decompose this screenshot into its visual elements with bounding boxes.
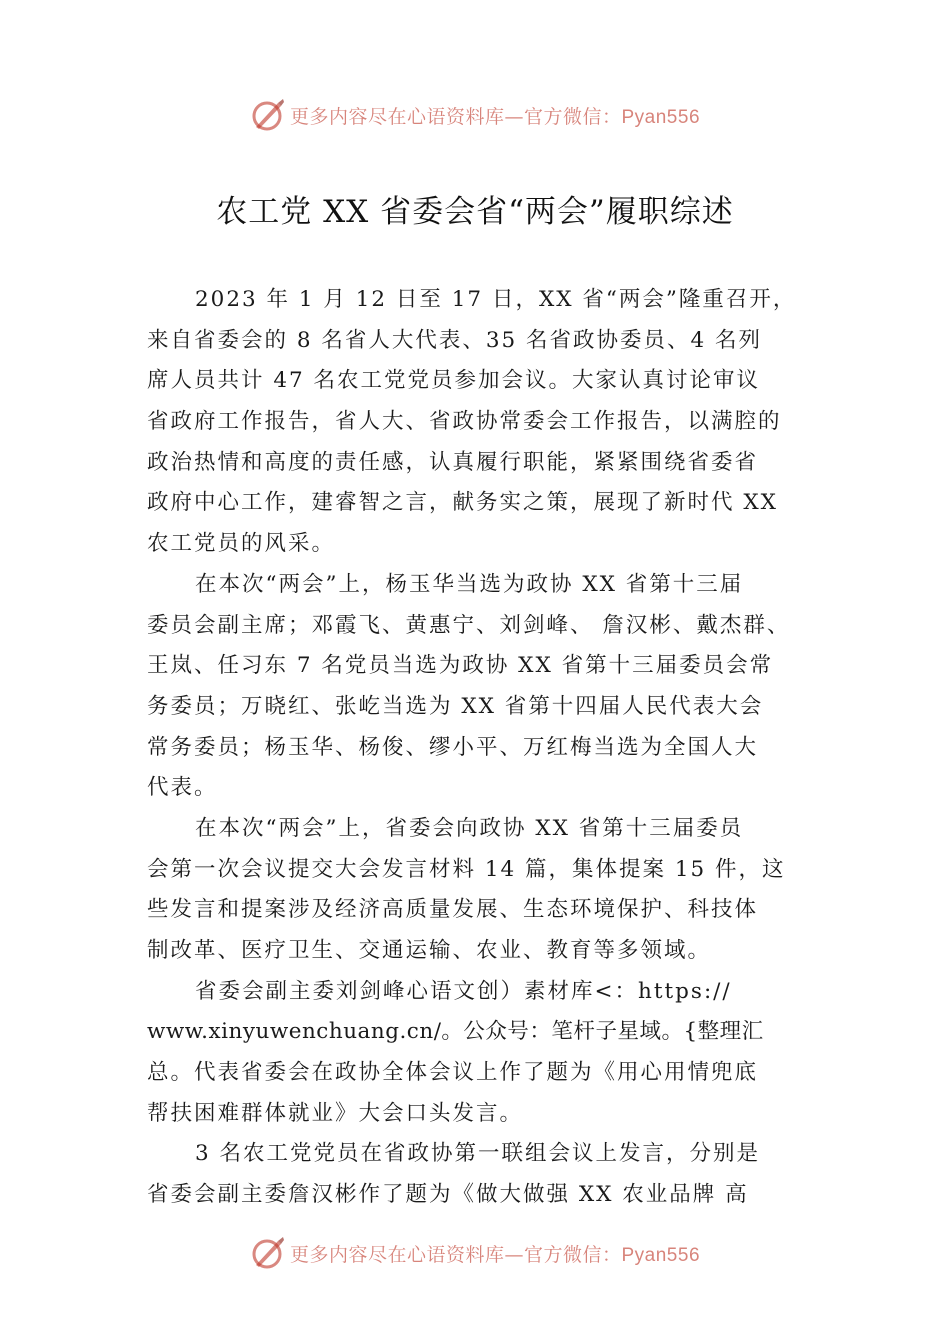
- document-body: [147, 280, 809, 1216]
- body-line: 代表。: [147, 775, 218, 801]
- page-title: 农工党 XX 省委会省“两会”履职综述: [216, 194, 734, 230]
- watermark-banner-bottom: [0, 1233, 950, 1273]
- brush-logo-icon: [250, 1235, 286, 1271]
- body-line: 3 名农工党党员在省政协第一联组会议上发言，分别是: [195, 1141, 761, 1167]
- body-line: 省委会副主委刘剑峰心语文创）素材库<：https://: [195, 978, 732, 1004]
- body-line: 会第一次会议提交大会发言材料 14 篇，集体提案 15 件，这: [147, 856, 786, 882]
- body-line: 2023 年 1 月 12 日至 17 日，XX 省“两会”隆重召开，: [195, 287, 797, 312]
- body-line: 政治热情和高度的责任感，认真履行职能，紧紧围绕省委省: [147, 449, 759, 475]
- body-line: 席人员共计 47 名农工党党员参加会议。大家认真讨论审议: [147, 368, 761, 394]
- watermark-text: 更多内容尽在心语资料库—官方微信：: [289, 105, 622, 128]
- body-line: 政府中心工作，建睿智之言，献务实之策，展现了新时代 XX: [147, 490, 778, 516]
- body-line: 农工党员的风采。: [147, 531, 336, 557]
- body-line: 来自省委会的 8 名省人大代表、35 名省政协委员、4 名列: [147, 327, 763, 353]
- body-line: 帮扶困难群体就业》大会口头发言。: [147, 1100, 524, 1126]
- body-line: 些发言和提案涉及经济高质量发展、生态环境保护、科技体: [147, 897, 759, 923]
- body-line: 在本次“两会”上，杨玉华当选为政协 XX 省第十三届: [195, 571, 744, 597]
- body-line: 委员会副主席；邓霞飞、黄惠宁、刘剑峰、 詹汉彬、戴杰群、: [147, 612, 791, 638]
- body-line: 务委员；万晓红、张屹当选为 XX 省第十四届人民代表大会: [147, 693, 764, 719]
- body-line: 常务委员；杨玉华、杨俊、缪小平、万红梅当选为全国人大: [147, 734, 759, 760]
- brush-logo-icon: [250, 97, 286, 133]
- watermark-banner-top: [0, 95, 950, 135]
- watermark-text: 更多内容尽在心语资料库—官方微信：: [289, 1243, 622, 1266]
- body-line: 省委会副主委詹汉彬作了题为《做大做强 XX 农业品牌 高: [147, 1182, 749, 1208]
- watermark-wechat-id: Pyan556: [621, 1244, 701, 1266]
- body-line: www.xinyuwenchuang.cn/。公众号：笔杆子星域。{整理汇: [147, 1019, 764, 1045]
- body-line: 省政府工作报告，省人大、省政协常委会工作报告，以满腔的: [147, 409, 782, 435]
- body-line: 在本次“两会”上，省委会向政协 XX 省第十三届委员: [195, 815, 744, 841]
- watermark-wechat-id: Pyan556: [621, 106, 701, 128]
- body-line: 总。代表省委会在政协全体会议上作了题为《用心用情兜底: [147, 1060, 759, 1086]
- body-line: 王岚、任习东 7 名党员当选为政协 XX 省第十三届委员会常: [147, 653, 774, 679]
- body-line: 制改革、医疗卫生、交通运输、农业、教育等多领域。: [147, 938, 712, 963]
